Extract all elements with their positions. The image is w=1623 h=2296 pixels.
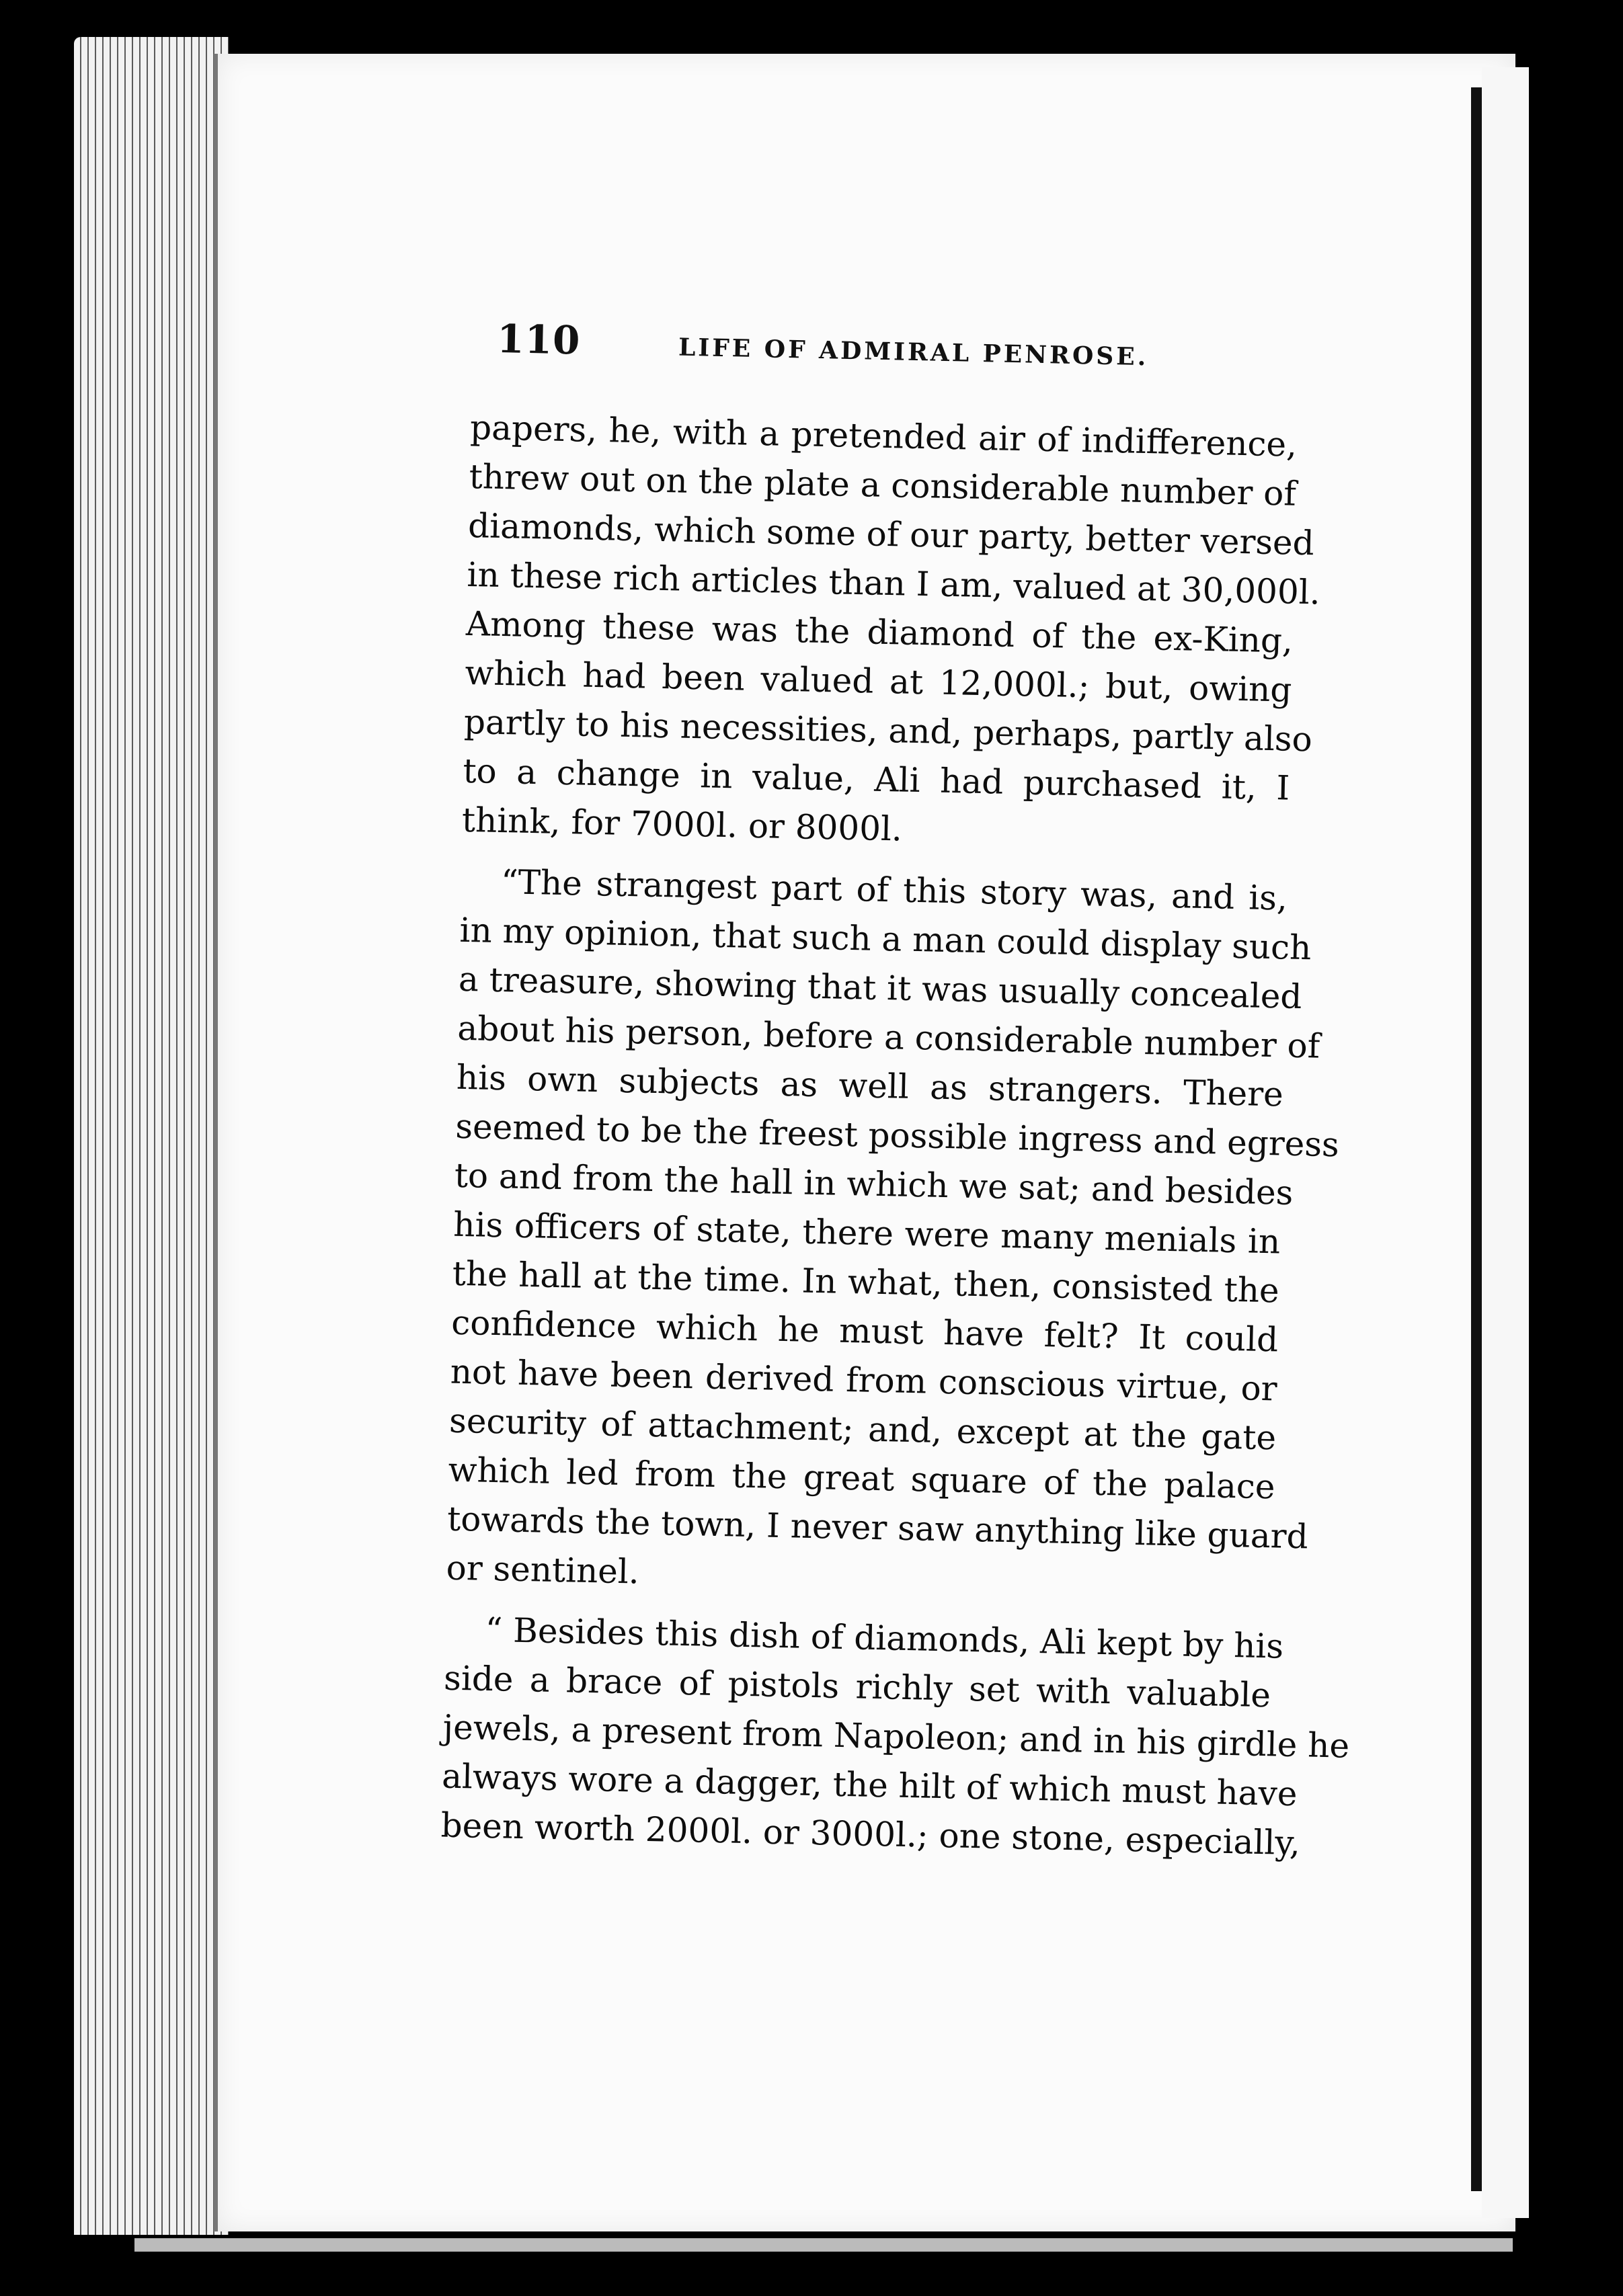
text-line: a treasure, showing that it was usually concealed — [458, 959, 1303, 1017]
text-line: to and from the hall in which we sat; and besides — [454, 1155, 1294, 1213]
text-line: or sentinel. — [446, 1548, 640, 1592]
paragraph-3 — [440, 1605, 1350, 1868]
gutter-edge — [1471, 87, 1482, 2191]
text-line: papers, he, with a pretended air of indifference, — [469, 407, 1298, 464]
text-line: towards the town, I never saw anything like guard — [446, 1499, 1309, 1557]
text-line: his officers of state, there were many menials in — [452, 1204, 1281, 1262]
text-line: partly to his necessities, and, perhaps, partly also — [463, 702, 1313, 760]
text-line: not have been derived from conscious virtue, or — [450, 1352, 1278, 1409]
text-line: security of attachment; and, except at the gate — [448, 1401, 1277, 1458]
text-line: side a brace of pistols richly set with valuable — [443, 1658, 1271, 1715]
text-line: seemed to be the freest possible ingress and egress — [454, 1106, 1340, 1165]
text-line: to a change in value, Ali had purchased it, I — [462, 751, 1290, 808]
text-line: his own subjects as well as strangers. There — [456, 1057, 1284, 1114]
text-line: in these rich articles than I am, valued at 30,000l. — [467, 555, 1321, 612]
facing-page-strip — [1482, 67, 1529, 2218]
text-line: which had been valued at 12,000l.; but, owing — [464, 653, 1292, 710]
page-number: 110 — [496, 316, 582, 364]
text-line: “The strangest part of this story was, and is, — [500, 862, 1288, 918]
bottom-edge-shadow — [134, 2238, 1513, 2252]
text-line: confidence which he must have felt? It could — [450, 1303, 1279, 1360]
paragraph-2 — [446, 857, 1340, 1610]
text-line: always wore a dagger, the hilt of which must have — [441, 1756, 1298, 1814]
running-head: LIFE OF ADMIRAL PENROSE. — [678, 333, 1149, 372]
text-line: which led from the great square of the palace — [448, 1450, 1276, 1507]
text-line: about his person, before a considerable number of — [457, 1008, 1320, 1066]
text-line: diamonds, which some of our party, better versed — [467, 505, 1315, 563]
text-line: been worth 2000l. or 3000l.; one stone, especially, — [440, 1805, 1301, 1863]
text-line: the hall at the time. In what, then, consisted the — [452, 1254, 1280, 1311]
text-line: jewels, a present from Napoleon; and in his girdle he — [442, 1707, 1350, 1766]
text-line: in my opinion, that such a man could display such — [459, 910, 1312, 968]
paragraph-1 — [461, 403, 1321, 862]
body-text — [440, 403, 1350, 1867]
text-line: threw out on the plate a considerable number of — [469, 456, 1297, 514]
text-line: “ Besides this dish of diamonds, Ali kept by his — [485, 1610, 1284, 1666]
book-page-edges — [74, 37, 229, 2235]
text-line: think, for 7000l. or 8000l. — [461, 800, 903, 849]
text-line: Among these was the diamond of the ex-King, — [465, 604, 1294, 661]
